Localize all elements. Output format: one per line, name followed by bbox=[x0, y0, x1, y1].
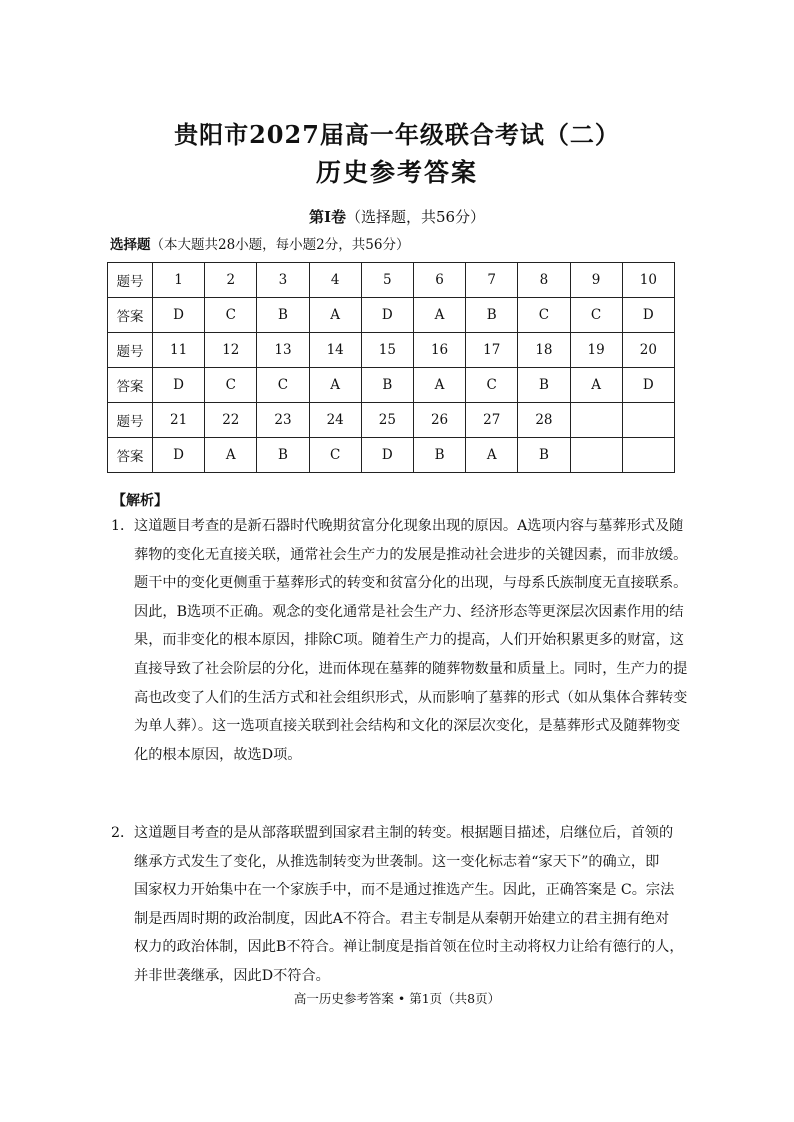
answer-cell: C bbox=[205, 368, 257, 403]
answer-cell: C bbox=[257, 368, 309, 403]
question-number-cell: 1 bbox=[153, 263, 205, 298]
question-number-cell: 23 bbox=[257, 403, 309, 438]
page-footer: 高一历史参考答案 • 第1页（共8页） bbox=[293, 991, 501, 1006]
question-number-cell: 27 bbox=[466, 403, 518, 438]
question-number-cell: 8 bbox=[518, 263, 570, 298]
answer-cell: A bbox=[413, 368, 465, 403]
answer-cell: B bbox=[257, 298, 309, 333]
section-detail: （本大题共28小题，每小题2分，共56分） bbox=[150, 237, 410, 253]
part-label: 第Ⅰ卷 bbox=[308, 208, 346, 226]
answer-cell bbox=[570, 438, 622, 473]
section-label: 选择题 bbox=[110, 237, 151, 253]
answer-cell: D bbox=[622, 298, 674, 333]
question-number-cell: 13 bbox=[257, 333, 309, 368]
answer-cell bbox=[622, 438, 674, 473]
question-number-cell: 21 bbox=[153, 403, 205, 438]
part-detail: （选择题，共56分） bbox=[345, 208, 486, 226]
analysis-line: 国家权力开始集中在一个家族手中，而不是通过推选产生。因此，正确答案是 C。宗法 bbox=[134, 882, 675, 899]
table-row-label: 答案 bbox=[108, 298, 153, 333]
table-row-label: 题号 bbox=[108, 333, 153, 368]
answer-cell: D bbox=[153, 298, 205, 333]
document-subtitle: 历史参考答案 bbox=[315, 158, 478, 187]
document-title: 贵阳市2027届高一年级联合考试（二） bbox=[174, 120, 620, 149]
answer-cell: D bbox=[361, 298, 413, 333]
table-row-answers-2 bbox=[108, 368, 675, 403]
question-number-cell: 18 bbox=[518, 333, 570, 368]
analysis-line: 直接导致了社会阶层的分化，进而体现在墓葬的随葬物数量和质量上。同时，生产力的提 bbox=[134, 660, 687, 677]
answer-cell: D bbox=[153, 438, 205, 473]
analysis-line: 这道题目考查的是新石器时代晚期贫富分化现象出现的原因。A选项内容与墓葬形式及随 bbox=[134, 518, 684, 534]
analysis-item-2 bbox=[111, 819, 687, 991]
analysis-item-1 bbox=[111, 512, 687, 769]
answer-cell: A bbox=[413, 298, 465, 333]
table-row-answers-3 bbox=[108, 438, 675, 473]
answer-cell: B bbox=[518, 368, 570, 403]
answer-cell: B bbox=[518, 438, 570, 473]
analysis-line: 因此，B选项不正确。观念的变化通常是社会生产力、经济形态等更深层次因素作用的结 bbox=[134, 603, 684, 620]
question-number-cell: 19 bbox=[570, 333, 622, 368]
answer-cell: A bbox=[309, 298, 361, 333]
question-number-cell: 2 bbox=[205, 263, 257, 298]
analysis-line: 葬物的变化无直接关联，通常社会生产力的发展是推动社会进步的关键因素，而非放缓。 bbox=[134, 546, 687, 563]
table-row-label: 答案 bbox=[108, 438, 153, 473]
answer-cell: A bbox=[205, 438, 257, 473]
question-number-cell: 24 bbox=[309, 403, 361, 438]
analysis-line: 为单人葬）。这一选项直接关联到社会结构和文化的深层次变化，是墓葬形式及随葬物变 bbox=[134, 718, 681, 735]
section-heading bbox=[110, 236, 409, 254]
table-row-label: 题号 bbox=[108, 263, 153, 298]
answer-cell: C bbox=[205, 298, 257, 333]
answer-cell: B bbox=[413, 438, 465, 473]
question-number-cell: 14 bbox=[309, 333, 361, 368]
question-number-cell: 3 bbox=[257, 263, 309, 298]
answer-cell: D bbox=[361, 438, 413, 473]
question-number-cell: 17 bbox=[466, 333, 518, 368]
analysis-heading: 【解析】 bbox=[112, 493, 168, 509]
part-heading bbox=[0, 207, 794, 227]
analysis-line: 制是西周时期的政治制度，因此A不符合。君主专制是从秦朝开始建立的君主拥有绝对 bbox=[134, 910, 670, 927]
question-number-cell: 22 bbox=[205, 403, 257, 438]
analysis-line: 高也改变了人们的生活方式和社会组织形式，从而影响了墓葬的形式（如从集体合葬转变 bbox=[134, 689, 687, 706]
table-row-numbers-2 bbox=[108, 333, 675, 368]
question-number-cell bbox=[570, 403, 622, 438]
analysis-line: 果，而非变化的根本原因，排除C项。随着生产力的提高，人们开始积累更多的财富，这 bbox=[134, 632, 684, 649]
table-row-numbers-1 bbox=[108, 263, 675, 298]
question-number-cell: 15 bbox=[361, 333, 413, 368]
question-number-cell: 6 bbox=[413, 263, 465, 298]
answer-cell: A bbox=[570, 368, 622, 403]
answer-cell: B bbox=[361, 368, 413, 403]
table-row-numbers-3 bbox=[108, 403, 675, 438]
answer-cell: A bbox=[309, 368, 361, 403]
analysis-line: 权力的政治体制，因此B不符合。禅让制度是指首领在位时主动将权力让给有德行的人， bbox=[134, 939, 684, 956]
question-number-cell: 11 bbox=[153, 333, 205, 368]
analysis-item-number: 2． bbox=[111, 825, 135, 841]
answer-cell: C bbox=[570, 298, 622, 333]
answer-cell: D bbox=[153, 368, 205, 403]
answer-cell: C bbox=[309, 438, 361, 473]
answer-cell: D bbox=[622, 368, 674, 403]
table-row-label: 答案 bbox=[108, 368, 153, 403]
answer-cell: B bbox=[257, 438, 309, 473]
analysis-line: 并非世袭继承，因此D不符合。 bbox=[134, 967, 330, 984]
question-number-cell: 5 bbox=[361, 263, 413, 298]
question-number-cell: 16 bbox=[413, 333, 465, 368]
question-number-cell: 4 bbox=[309, 263, 361, 298]
question-number-cell bbox=[622, 403, 674, 438]
table-row-answers-1 bbox=[108, 298, 675, 333]
answer-table bbox=[107, 262, 675, 473]
analysis-line: 题干中的变化更侧重于墓葬形式的转变和贫富分化的出现，与母系氏族制度无直接联系。 bbox=[134, 575, 687, 592]
question-number-cell: 12 bbox=[205, 333, 257, 368]
answer-cell: A bbox=[466, 438, 518, 473]
analysis-item-number: 1． bbox=[111, 518, 135, 534]
question-number-cell: 9 bbox=[570, 263, 622, 298]
table-row-label: 题号 bbox=[108, 403, 153, 438]
question-number-cell: 20 bbox=[622, 333, 674, 368]
question-number-cell: 28 bbox=[518, 403, 570, 438]
question-number-cell: 25 bbox=[361, 403, 413, 438]
answer-cell: C bbox=[466, 368, 518, 403]
analysis-line: 这道题目考查的是从部落联盟到国家君主制的转变。根据题目描述，启继位后，首领的 bbox=[134, 825, 674, 841]
question-number-cell: 10 bbox=[622, 263, 674, 298]
analysis-line: 化的根本原因，故选D项。 bbox=[134, 746, 302, 763]
answer-cell: C bbox=[518, 298, 570, 333]
answer-cell: B bbox=[466, 298, 518, 333]
analysis-line: 继承方式发生了变化，从推选制转变为世袭制。这一变化标志着“家天下”的确立，即 bbox=[134, 853, 660, 870]
question-number-cell: 7 bbox=[466, 263, 518, 298]
question-number-cell: 26 bbox=[413, 403, 465, 438]
